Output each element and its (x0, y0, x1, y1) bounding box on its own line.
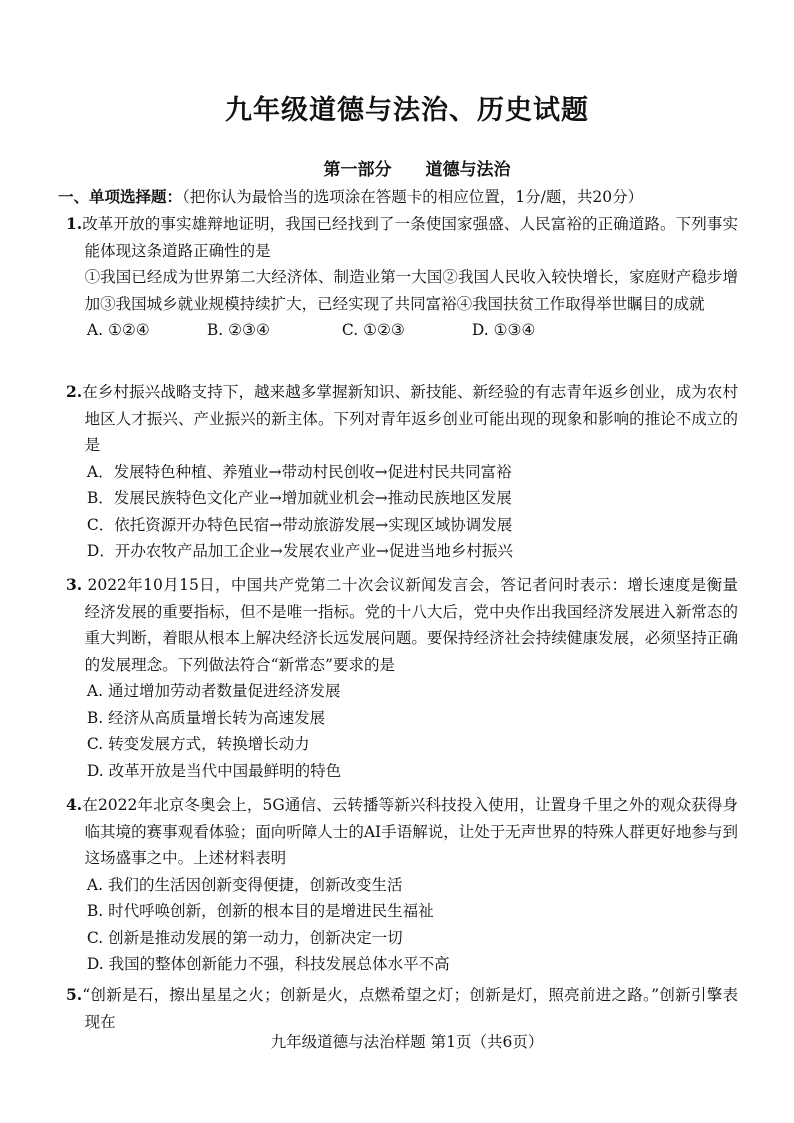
part-heading (0, 155, 794, 180)
question-text: 在乡村振兴战略支持下，越来越多掌握新知识、新技能、新经验的有志青年返乡创业，成为农村地区人才振兴、产业振兴的新主体。下列对青年返乡创业可能出现的现象和影响的推论不成立的是 (82, 383, 738, 454)
option-row (66, 317, 738, 344)
question-stem (66, 211, 738, 264)
section-note: （把你认为最恰当的选项涂在答题卡的相应位置，1分/题，共20分） (182, 188, 644, 206)
exam-title: 九年级道德与法治、历史试题 (225, 95, 589, 126)
question-text: 改革开放的事实雄辩地证明，我国已经找到了一条使国家强盛、人民富裕的正确道路。下列事实能体现这条道路正确性的是 (82, 215, 738, 260)
question-stem (66, 572, 738, 678)
option-d: D. ①③④ (471, 321, 536, 339)
question-2 (66, 379, 738, 565)
question-number: 5. (66, 985, 83, 1004)
option-b: B. ②③④ (206, 321, 270, 339)
option-d: D. 我国的整体创新能力不强，科技发展总体水平不高 (86, 955, 450, 973)
option-a: A．发展特色种植、养殖业→带动村民创收→促进村民共同富裕 (86, 462, 512, 481)
question-number: 4. (66, 795, 83, 814)
question-stem (66, 792, 738, 872)
question-4 (66, 792, 738, 978)
option-c: C．依托资源开办特色民宿→带动旅游发展→实现区域协调发展 (86, 515, 513, 534)
question-stem (66, 982, 738, 1035)
question-5 (66, 982, 738, 1035)
option-b: B. 经济从高质量增长转为高速发展 (86, 708, 326, 727)
option-b: B．发展民族特色文化产业→增加就业机会→推动民族地区发展 (86, 489, 512, 507)
option-c: C. 转变发展方式，转换增长动力 (86, 735, 310, 753)
question-statements: ①我国已经成为世界第二大经济体、制造业第一大国②我国人民收入较快增长，家庭财产稳步增加③我国城乡就业规模持续扩大，已经实现了共同富裕④我国扶贫工作取得举世瞩目的成就 (84, 268, 738, 313)
part-label: 第一部分 (323, 160, 392, 180)
question-number: 3. (66, 575, 83, 594)
section-heading (58, 185, 643, 207)
question-stem (66, 379, 738, 459)
section-title: 一、单项选择题： (58, 187, 183, 206)
page-footer: 九年级道德与法治样题 第1页（共6页） (270, 1033, 544, 1051)
option-a: A. 我们的生活因创新变得便捷，创新改变生活 (86, 875, 403, 894)
question-text: 在2022年北京冬奥会上，5G通信、云转播等新兴科技投入使用，让置身千里之外的观众获得身临其境的赛事观看体验；面向听障人士的AI手语解说，让处于无声世界的特殊人群更好地参与到这场盛事之中。上述材料表明 (82, 796, 738, 867)
question-text: 2022年10月15日，中国共产党第二十次会议新闻发言会，答记者问时表示：增长速度是衡量经济发展的重要指标，但不是唯一指标。党的十八大后，党中央作出我国经济发展进入新常态的重大判断，着眼从根本上解决经济长远发展问题。要保持经济社会持续健康发展，必须坚持正确的发展理念。下列做法符合“新常态”要求的是 (82, 576, 738, 674)
question-number: 1. (66, 214, 83, 233)
question-3 (66, 572, 738, 784)
question-number: 2. (66, 382, 83, 401)
option-a: A. 通过增加劳动者数量促进经济发展 (86, 682, 341, 700)
option-b: B. 时代呼唤创新，创新的根本目的是增进民生福祉 (86, 902, 434, 920)
question-text: “创新是石，擦出星星之火；创新是火，点燃希望之灯；创新是灯，照亮前进之路。”创新引擎表现在 (82, 986, 738, 1031)
part-subject: 道德与法治 (425, 160, 511, 180)
option-c: C. 创新是推动发展的第一动力，创新决定一切 (86, 928, 403, 947)
option-d: D．开办农牧产品加工企业→发展农业产业→促进当地乡村振兴 (86, 542, 513, 560)
question-1 (66, 211, 738, 344)
option-c: C. ①②③ (341, 321, 405, 339)
option-a: A. ①②④ (86, 321, 150, 339)
option-d: D. 改革开放是当代中国最鲜明的特色 (86, 761, 342, 780)
